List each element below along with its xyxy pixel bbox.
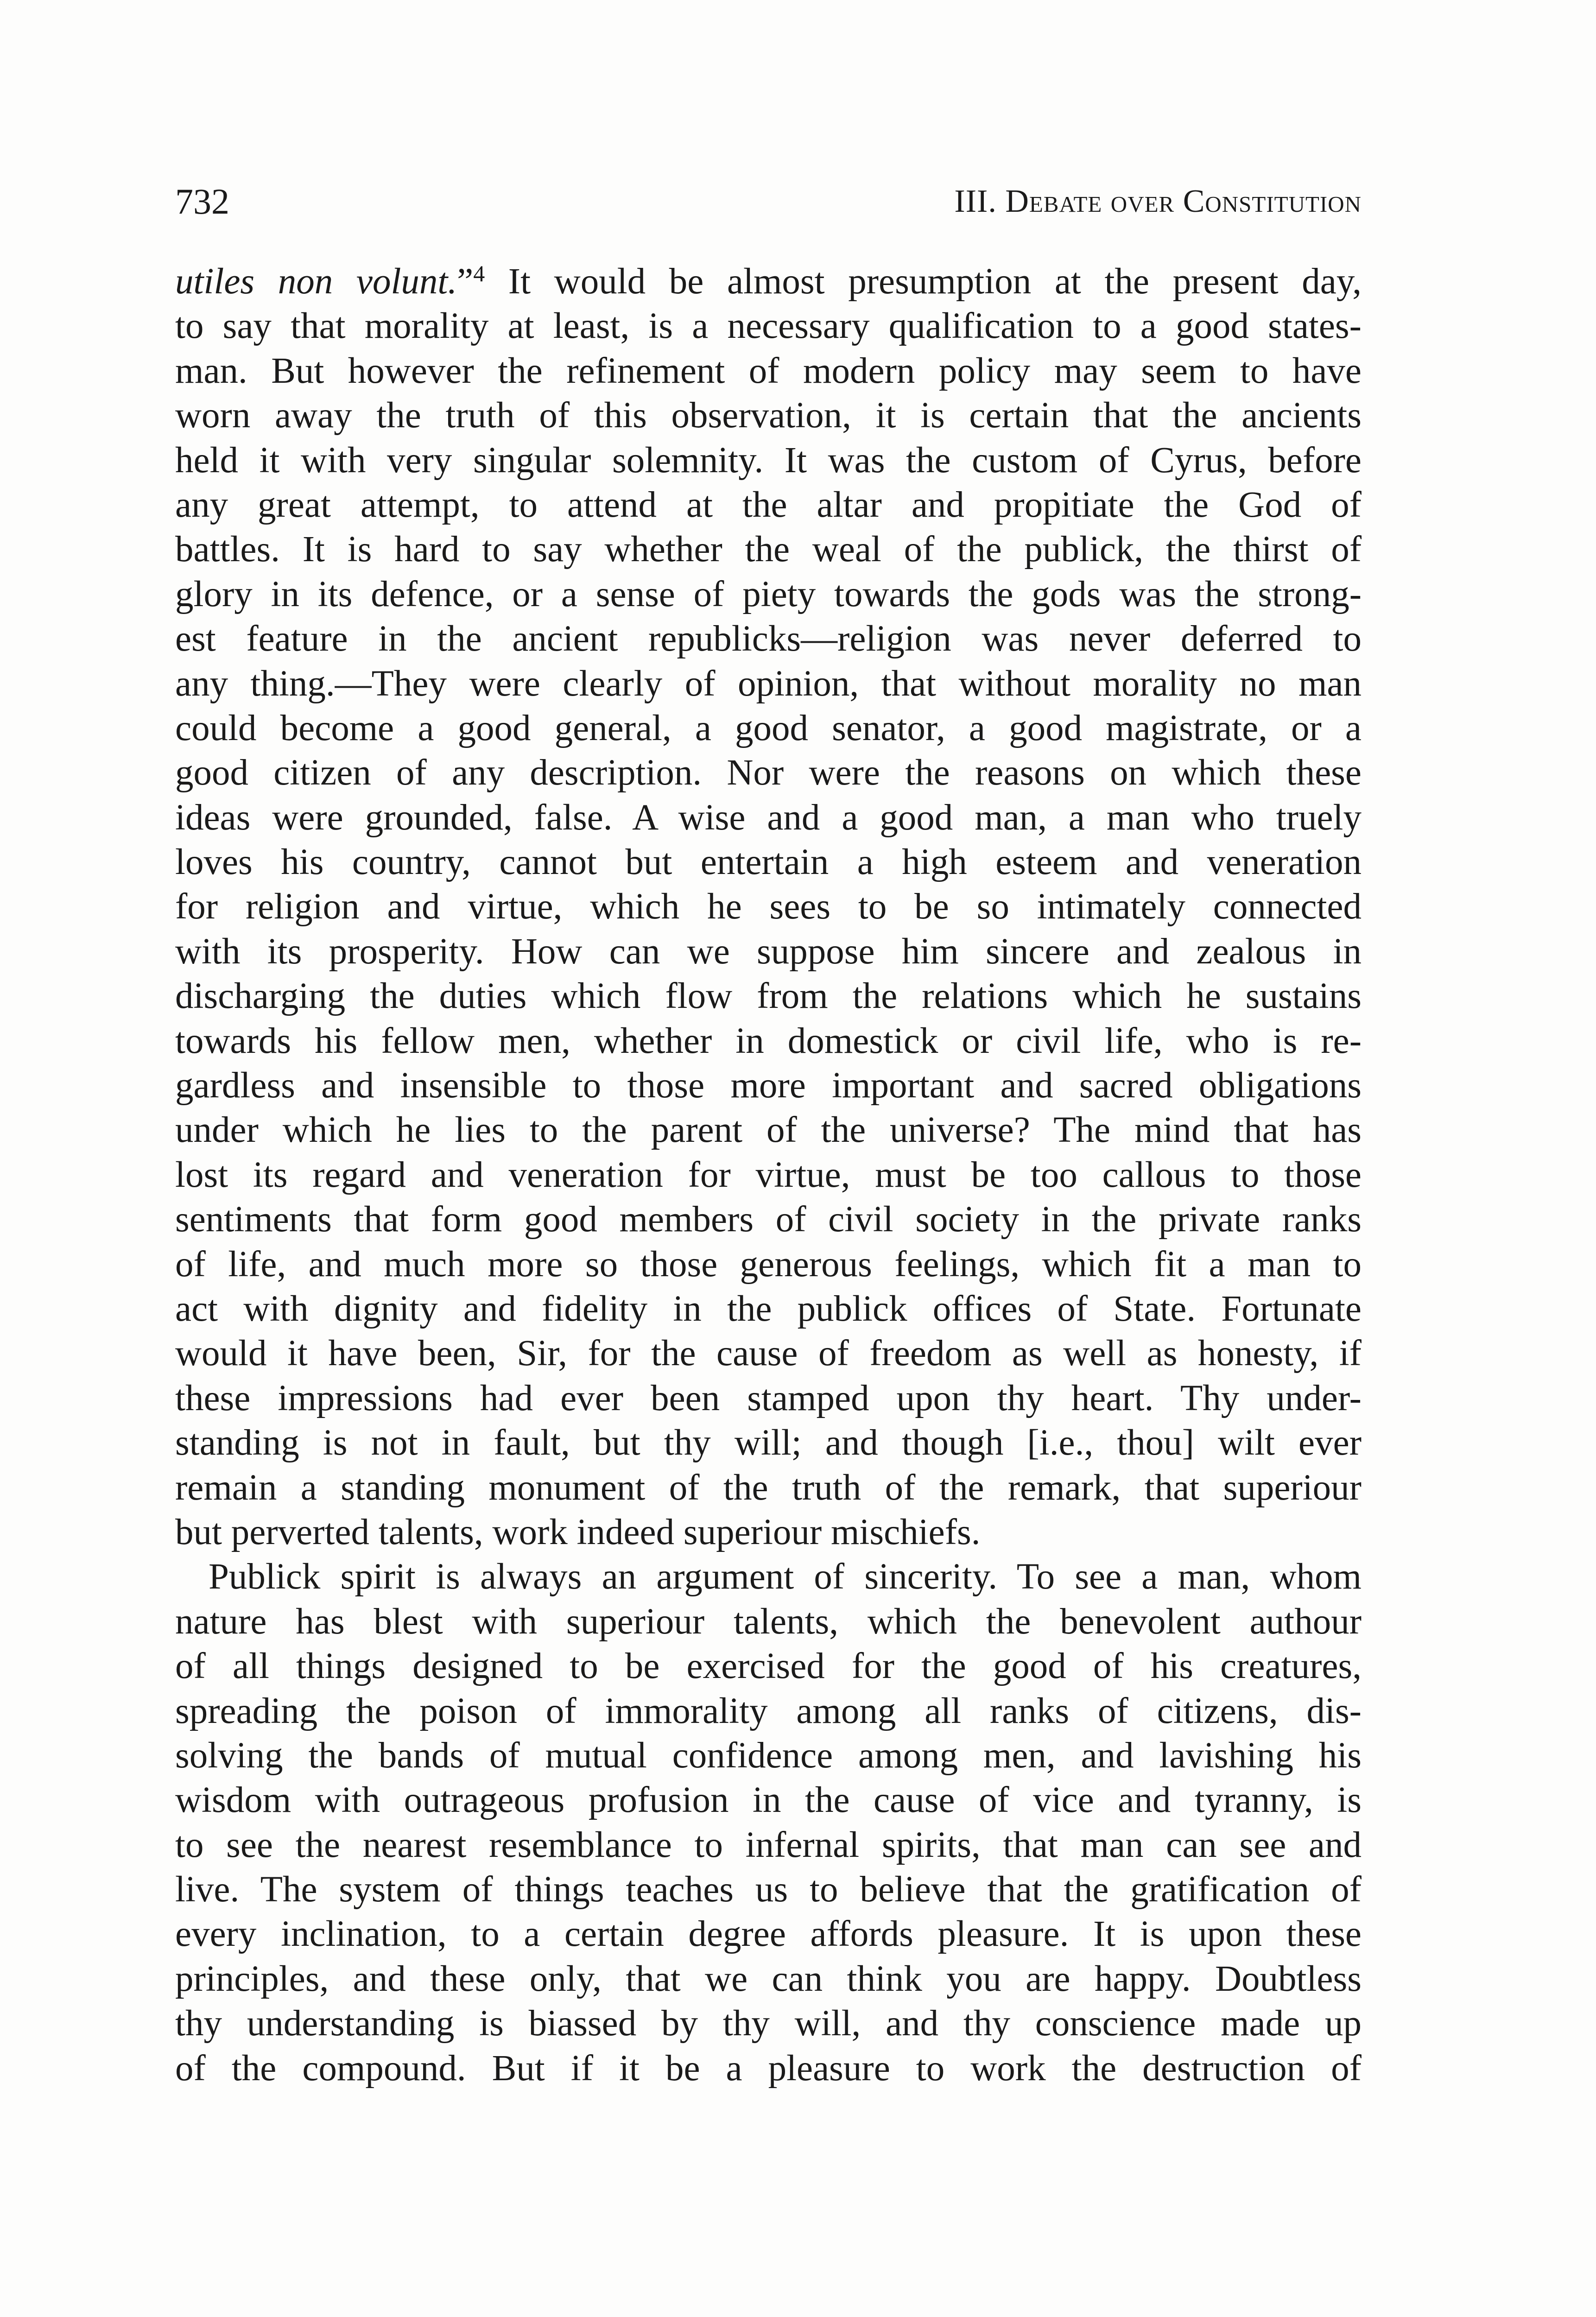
text-line: [175, 260, 1362, 304]
line-text: It would be almost presumption at the present day,: [485, 261, 1362, 302]
text-line: discharging the duties which flow from the relations which he sustains: [175, 976, 1362, 1017]
text-line: ideas were grounded, false. A wise and a good man, a man who truely: [175, 797, 1362, 838]
text-line: gardless and insensible to those more important and sacred obligations: [175, 1065, 1362, 1106]
text-line: battles. It is hard to say whether the weal of the publick, the thirst of: [175, 529, 1362, 570]
running-head: [175, 176, 1362, 227]
text-line: towards his fellow men, whether in domestick or civil life, who is re-: [175, 1020, 1362, 1061]
text-line: act with dignity and fidelity in the publick offices of State. Fortunate: [175, 1288, 1362, 1329]
body-text: [175, 260, 1362, 2091]
text-line: of the compound. But if it be a pleasure to work the destruction of: [175, 2048, 1362, 2089]
closing-quote: ”: [457, 261, 474, 302]
text-line: would it have been, Sir, for the cause of freedom as well as honesty, if: [175, 1333, 1362, 1374]
text-line: could become a good general, a good senator, a good magistrate, or a: [175, 708, 1362, 748]
text-line: glory in its defence, or a sense of piety towards the gods was the strong-: [175, 574, 1362, 614]
text-line: wisdom with outrageous profusion in the cause of vice and tyranny, is: [175, 1780, 1362, 1821]
text-line: to say that morality at least, is a necessary qualification to a good states-: [175, 306, 1362, 347]
text-line: worn away the truth of this observation, it is certain that the ancients: [175, 395, 1362, 436]
section-title: III. Debate over Constitution: [954, 184, 1362, 219]
text-line: remain a standing monument of the truth of the remark, that superiour: [175, 1467, 1362, 1508]
text-line: spreading the poison of immorality among all ranks of citizens, dis-: [175, 1690, 1362, 1731]
text-line: any thing.—They were clearly of opinion, that without morality no man: [175, 663, 1362, 704]
text-line: est feature in the ancient republicks—religion was never deferred to: [175, 619, 1362, 659]
text-line: standing is not in fault, but thy will; and though [i.e., thou] wilt ever: [175, 1423, 1362, 1463]
text-line: sentiments that form good members of civil society in the private ranks: [175, 1199, 1362, 1240]
text-line: for religion and virtue, which he sees to be so intimately connected: [175, 886, 1362, 927]
text-line: nature has blest with superiour talents, which the benevolent authour: [175, 1601, 1362, 1642]
page-number: 732: [175, 181, 229, 222]
text-line: lost its regard and veneration for virtue, must be too callous to those: [175, 1154, 1362, 1195]
text-line: but perverted talents, work indeed superiour mischiefs.: [175, 1512, 981, 1552]
text-line: to see the nearest resemblance to infernal spirits, that man can see and: [175, 1824, 1362, 1865]
text-line: under which he lies to the parent of the universe? The mind that has: [175, 1110, 1362, 1151]
latin-quote: utiles non volunt.: [175, 261, 457, 302]
text-line: solving the bands of mutual confidence among men, and lavishing his: [175, 1735, 1362, 1776]
text-line: live. The system of things teaches us to believe that the gratification of: [175, 1869, 1362, 1910]
text-line: thy understanding is biassed by thy will, and thy conscience made up: [175, 2003, 1362, 2044]
text-line: with its prosperity. How can we suppose him sincere and zealous in: [175, 931, 1362, 972]
text-line: man. But however the refinement of modern policy may seem to have: [175, 350, 1362, 391]
text-line: of life, and much more so those generous feelings, which fit a man to: [175, 1244, 1362, 1285]
text-line: loves his country, cannot but entertain a high esteem and veneration: [175, 842, 1362, 883]
text-line: Publick spirit is always an argument of sincerity. To see a man, whom: [209, 1557, 1362, 1597]
footnote-marker: 4: [473, 260, 485, 286]
text-line: of all things designed to be exercised for the good of his creatures,: [175, 1646, 1362, 1687]
text-line: principles, and these only, that we can think you are happy. Doubtless: [175, 1958, 1362, 1999]
text-line: these impressions had ever been stamped upon thy heart. Thy under-: [175, 1378, 1362, 1418]
text-line: good citizen of any description. Nor were the reasons on which these: [175, 753, 1362, 793]
text-line: held it with very singular solemnity. It was the custom of Cyrus, before: [175, 440, 1362, 481]
text-line: any great attempt, to attend at the altar and propitiate the God of: [175, 484, 1362, 525]
text-line: every inclination, to a certain degree affords pleasure. It is upon these: [175, 1914, 1362, 1955]
